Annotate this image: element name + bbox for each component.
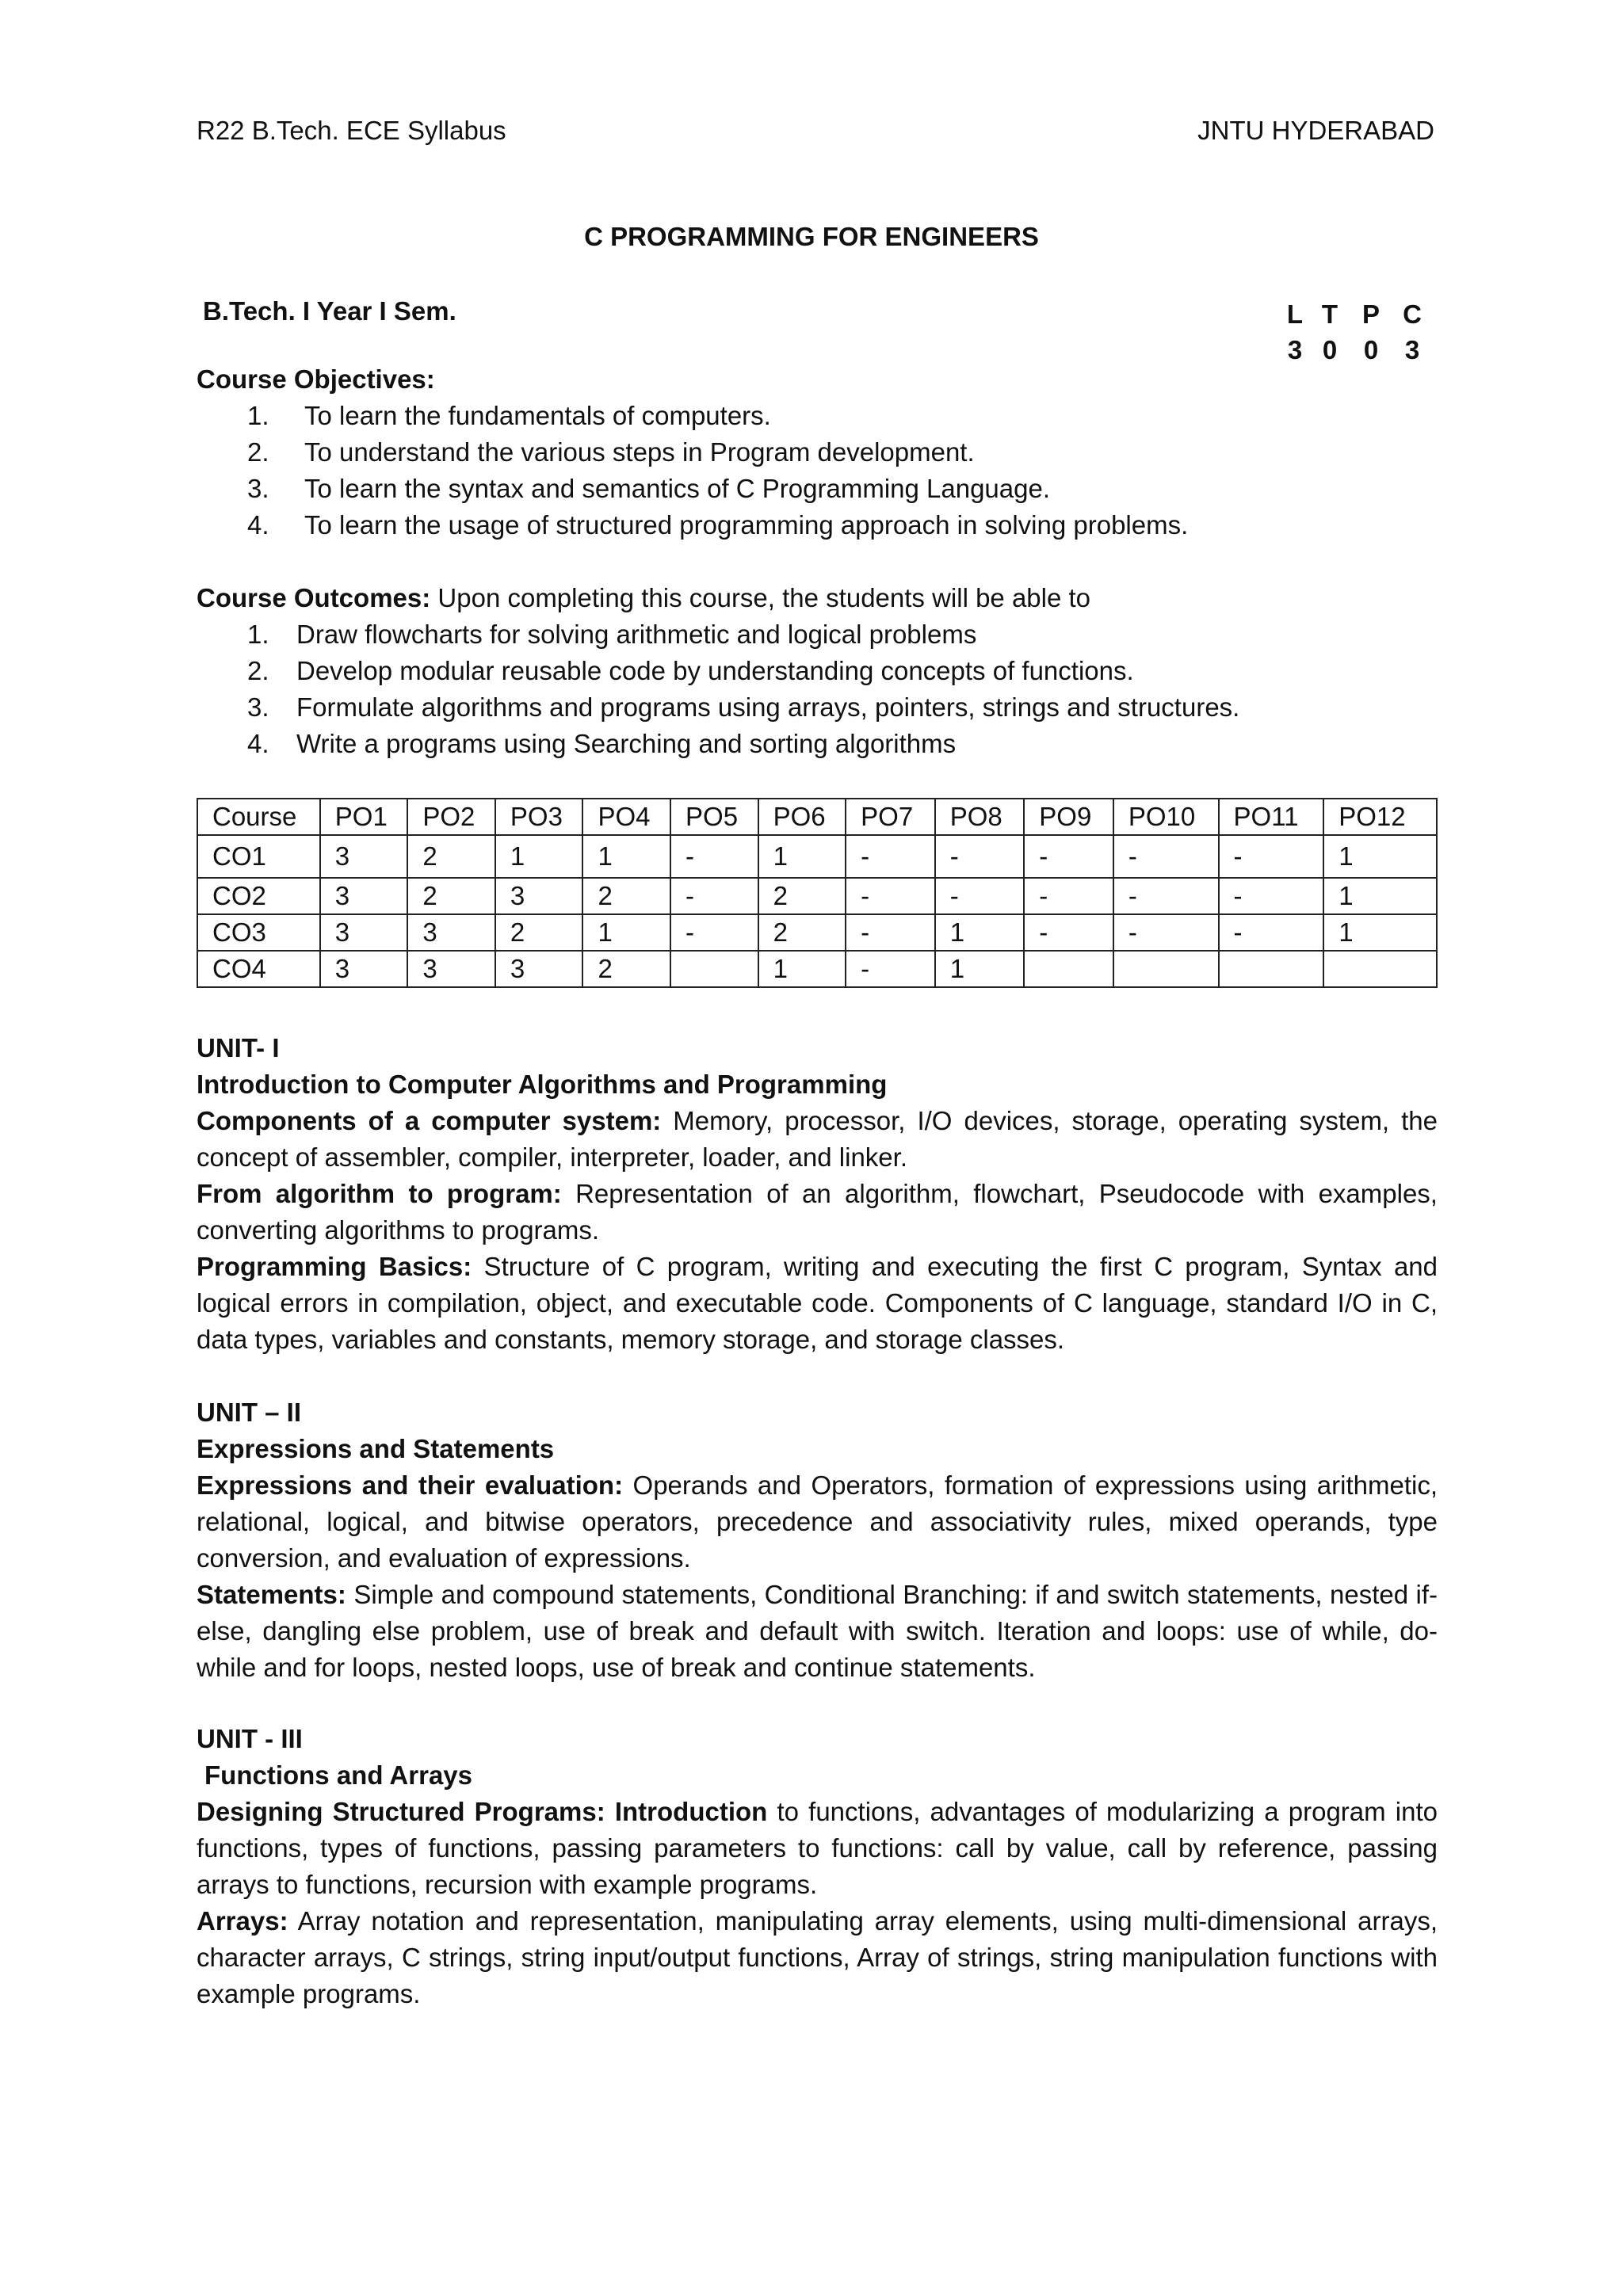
list-item: 4. Write a programs using Searching and sorting algorithms xyxy=(247,729,957,758)
unit-3 xyxy=(197,1721,1438,2012)
unit-3-paragraph-1: Designing Structured Programs: Introduction to functions, advantages of modularizing a program into functions, types of functions, passing parameters to functions: call by value, call by reference, passing arrays to functions, recursion with example programs. xyxy=(197,1797,1438,1899)
co-po-mapping-table xyxy=(197,798,1438,988)
table-cell: 3 xyxy=(495,878,583,914)
unit-2-paragraph-2: Statements: Simple and compound statements, Conditional Branching: if and switch statements, nested if-else, dangling else problem, use of break and default with switch. Iteration and loops: use of while, do-while and for loops, nested loops, use of break and continue statements. xyxy=(197,1580,1438,1682)
table-cell: 1 xyxy=(582,914,670,951)
ltpc-value-l: 3 xyxy=(1287,335,1303,364)
table-cell: - xyxy=(1113,878,1219,914)
table-cell: 3 xyxy=(320,951,408,987)
table-cell: 3 xyxy=(495,951,583,987)
ltpc-label-l: L xyxy=(1286,299,1304,329)
unit-2 xyxy=(197,1394,1438,1686)
table-cell: 3 xyxy=(407,914,495,951)
table-cell: 2 xyxy=(758,914,846,951)
unit-1 xyxy=(197,1030,1438,1358)
table-cell: - xyxy=(670,835,758,878)
course-objectives xyxy=(197,361,1438,543)
table-row xyxy=(197,878,1437,914)
table-header-cell: PO4 xyxy=(582,799,670,835)
table-cell: 2 xyxy=(758,878,846,914)
table-header-cell: PO5 xyxy=(670,799,758,835)
table-cell: - xyxy=(1219,878,1324,914)
table-cell: 2 xyxy=(495,914,583,951)
table-cell: - xyxy=(846,951,935,987)
table-row xyxy=(197,835,1437,878)
table-cell: 1 xyxy=(1323,914,1437,951)
table-cell: - xyxy=(1024,914,1113,951)
table-cell: - xyxy=(846,835,935,878)
table-cell: 3 xyxy=(320,835,408,878)
semester-label: B.Tech. I Year I Sem. xyxy=(203,296,456,326)
table-header-cell: PO1 xyxy=(320,799,408,835)
ltpc-block xyxy=(1281,296,1433,368)
unit-3-label: UNIT - III xyxy=(197,1724,303,1753)
table-cell: - xyxy=(846,914,935,951)
unit-1-label: UNIT- I xyxy=(197,1033,280,1062)
ltpc-label-p: P xyxy=(1361,299,1380,329)
table-header-row xyxy=(197,799,1437,835)
table-row xyxy=(197,914,1437,951)
table-header-cell: Course xyxy=(197,799,320,835)
table-cell: 3 xyxy=(407,951,495,987)
unit-2-label: UNIT – II xyxy=(197,1398,302,1427)
unit-1-title: Introduction to Computer Algorithms and Programming xyxy=(197,1070,888,1099)
table-cell: CO3 xyxy=(197,914,320,951)
table-cell: - xyxy=(935,835,1025,878)
table-cell: CO1 xyxy=(197,835,320,878)
unit-2-paragraph-1: Expressions and their evaluation: Operands and Operators, formation of expressions using arithmetic, relational, logical, and bitwise operators, precedence and associativity rules, mixed operands, type conversion, and evaluation of expressions. xyxy=(197,1470,1438,1573)
table-cell: 1 xyxy=(935,951,1025,987)
list-item: 2. To understand the various steps in Program development. xyxy=(247,437,975,467)
unit-2-title: Expressions and Statements xyxy=(197,1434,555,1463)
table-cell xyxy=(1219,951,1324,987)
ltpc-label-c: C xyxy=(1403,299,1422,329)
table-cell: 1 xyxy=(1323,835,1437,878)
table-cell: - xyxy=(1219,914,1324,951)
header-right: JNTU HYDERABAD xyxy=(1197,116,1434,145)
ltpc-value-p: 0 xyxy=(1363,335,1379,364)
table-cell: - xyxy=(1024,835,1113,878)
table-cell: 1 xyxy=(758,951,846,987)
table-cell: 2 xyxy=(407,835,495,878)
table-cell xyxy=(670,951,758,987)
ltpc-value-c: 3 xyxy=(1404,335,1420,364)
table-cell xyxy=(1024,951,1113,987)
outcomes-heading: Course Outcomes: Upon completing this course, the students will be able to xyxy=(197,583,1091,612)
table-header-cell: PO11 xyxy=(1219,799,1324,835)
outcomes-list xyxy=(197,616,1438,762)
table-cell: - xyxy=(670,878,758,914)
table-cell: 3 xyxy=(320,878,408,914)
objectives-list xyxy=(197,398,1438,543)
table-header-cell: PO6 xyxy=(758,799,846,835)
unit-1-paragraph-3: Programming Basics: Structure of C program, writing and executing the first C program, Syntax and logical errors in compilation, object, and executable code. Components of C language, standard I/O in C, data types, variables and constants, memory storage, and storage classes. xyxy=(197,1252,1438,1354)
table-cell: - xyxy=(846,878,935,914)
list-item: 4. To learn the usage of structured programming approach in solving problems. xyxy=(247,510,1189,540)
course-outcomes xyxy=(197,580,1438,762)
table-cell: - xyxy=(670,914,758,951)
table-header-cell: PO9 xyxy=(1024,799,1113,835)
table-header-cell: PO12 xyxy=(1323,799,1437,835)
table-header-cell: PO2 xyxy=(407,799,495,835)
list-item: 1. To learn the fundamentals of computers. xyxy=(247,401,771,430)
table-row xyxy=(197,951,1437,987)
unit-3-paragraph-2: Arrays: Array notation and representation, manipulating array elements, using multi-dimensional arrays, character arrays, C strings, string input/output functions, Array of strings, string manipulation functions with example programs. xyxy=(197,1906,1438,2008)
table-cell: 1 xyxy=(495,835,583,878)
table-cell: - xyxy=(1113,914,1219,951)
ltpc-labels xyxy=(1281,296,1433,332)
table-cell: - xyxy=(1024,878,1113,914)
table-header-cell: PO7 xyxy=(846,799,935,835)
table-cell: - xyxy=(935,878,1025,914)
list-item: 3. Formulate algorithms and programs using arrays, pointers, strings and structures. xyxy=(247,692,1240,722)
list-item: 3. To learn the syntax and semantics of C Programming Language. xyxy=(247,474,1051,503)
table-cell: 1 xyxy=(935,914,1025,951)
course-title: C PROGRAMMING FOR ENGINEERS xyxy=(584,222,1039,251)
header-left: R22 B.Tech. ECE Syllabus xyxy=(197,116,506,145)
table-cell xyxy=(1113,951,1219,987)
table-cell: CO4 xyxy=(197,951,320,987)
objectives-heading: Course Objectives: xyxy=(197,364,435,394)
unit-1-paragraph-2: From algorithm to program: Representation of an algorithm, flowchart, Pseudocode with examples, converting algorithms to programs. xyxy=(197,1179,1438,1245)
table-header-cell: PO10 xyxy=(1113,799,1219,835)
table-cell: 1 xyxy=(582,835,670,878)
unit-1-paragraph-1: Components of a computer system: Memory, processor, I/O devices, storage, operating system, the concept of assembler, compiler, interpreter, loader, and linker. xyxy=(197,1106,1438,1172)
unit-3-title: Functions and Arrays xyxy=(204,1760,473,1790)
table-cell: - xyxy=(1113,835,1219,878)
table-cell: 2 xyxy=(582,951,670,987)
table-header-cell: PO3 xyxy=(495,799,583,835)
table-cell: - xyxy=(1219,835,1324,878)
ltpc-label-t: T xyxy=(1321,299,1338,329)
table-cell: CO2 xyxy=(197,878,320,914)
table-cell: 3 xyxy=(320,914,408,951)
table-cell: 1 xyxy=(1323,878,1437,914)
table-cell: 2 xyxy=(407,878,495,914)
ltpc-value-t: 0 xyxy=(1322,335,1338,364)
list-item: 2. Develop modular reusable code by understanding concepts of functions. xyxy=(247,656,1134,685)
table-cell: 2 xyxy=(582,878,670,914)
table-cell: 1 xyxy=(758,835,846,878)
list-item: 1. Draw flowcharts for solving arithmetic and logical problems xyxy=(247,620,977,649)
table-cell xyxy=(1323,951,1437,987)
table-header-cell: PO8 xyxy=(935,799,1025,835)
